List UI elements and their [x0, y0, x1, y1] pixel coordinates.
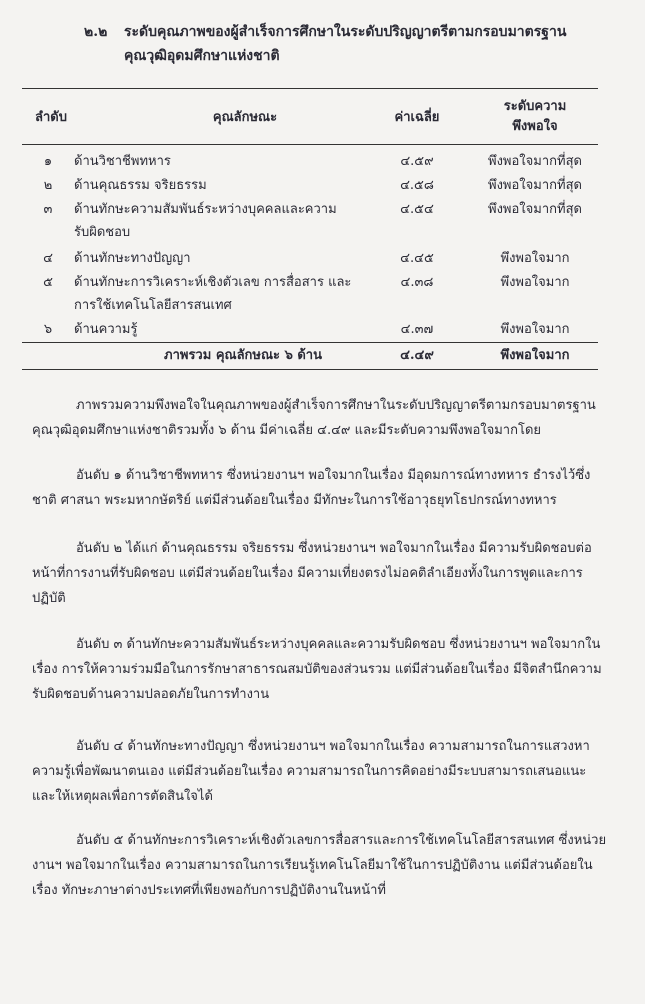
row-characteristic: ด้านวิชาชีพทหาร: [74, 154, 171, 169]
header-order: ลำดับ: [35, 110, 67, 125]
header-mean: ค่าเฉลี่ย: [394, 110, 440, 125]
section-title-line1: ระดับคุณภาพของผู้สำเร็จการศึกษาในระดับปริญญาตรีตามกรอบมาตรฐาน: [124, 24, 567, 40]
row-characteristic: ด้านคุณธรรม จริยธรรม: [74, 178, 207, 193]
total-level: พึงพอใจมาก: [500, 348, 570, 363]
row-characteristic: [74, 198, 364, 244]
paragraph-rank-2: อันดับ ๒ ได้แก่ ด้านคุณธรรม จริยธรรม ซึ่งหน่วยงานฯ พอใจมากในเรื่อง มีความรับผิดชอบต่อหน้าที่การงานที่รับผิดชอบ แต่มีส่วนด้อยในเรื่อง มีความเที่ยงตรงไม่อคติลำเอียงทั้งในการพูดและการปฏิบัติ: [32, 541, 592, 606]
row-level: พึงพอใจมาก: [500, 251, 570, 266]
row-order: ๖: [43, 322, 53, 337]
row-characteristic-line1: ด้านทักษะความสัมพันธ์ระหว่างบุคคลและความ: [74, 202, 337, 217]
section-title-line2: คุณวุฒิอุดมศึกษาแห่งชาติ: [124, 48, 280, 64]
header-level: [470, 97, 600, 137]
paragraph-rank-4: อันดับ ๔ ด้านทักษะทางปัญญา ซึ่งหน่วยงานฯ พอใจมากในเรื่อง ความสามารถในการแสวงหาความรู้เพื่อพัฒนาตนเอง แต่มีส่วนด้อยในเรื่อง ความสามารถในการคิดอย่างมีระบบสามารถเสนอแนะและให้เหตุผลเพื่อการตัดสินใจได้: [32, 739, 590, 804]
table-bottom-rule: [22, 369, 598, 370]
row-mean: ๔.๔๕: [400, 251, 434, 266]
header-characteristic: คุณลักษณะ: [212, 110, 278, 125]
header-level-line2: พึงพอใจ: [512, 119, 558, 134]
table-top-rule: [22, 88, 598, 89]
row-characteristic: [74, 271, 364, 317]
row-level: พึงพอใจมาก: [500, 322, 570, 337]
table-header-rule: [22, 144, 598, 145]
row-level: พึงพอใจมากที่สุด: [488, 154, 582, 169]
row-mean: ๔.๕๔: [400, 202, 434, 217]
total-label: ภาพรวม คุณลักษณะ ๖ ด้าน: [164, 348, 322, 363]
row-order: ๒: [43, 178, 53, 193]
section-number: ๒.๒: [84, 24, 108, 40]
header-level-line1: ระดับความ: [503, 99, 567, 114]
row-characteristic-line2: การใช้เทคโนโลยีสารสนเทศ: [74, 298, 232, 313]
row-order: ๓: [43, 202, 53, 217]
row-characteristic: ด้านความรู้: [74, 322, 138, 337]
row-level: พึงพอใจมากที่สุด: [488, 202, 582, 217]
paragraph-rank-3: อันดับ ๓ ด้านทักษะความสัมพันธ์ระหว่างบุคคลและความรับผิดชอบ ซึ่งหน่วยงานฯ พอใจมากในเรื่อง การให้ความร่วมมือในการรักษาสาธารณสมบัติของส่วนรวม แต่มีส่วนด้อยในเรื่อง มีจิตสำนึกความรับผิดชอบด้านความปลอดภัยในการทำงาน: [32, 637, 602, 702]
row-characteristic: ด้านทักษะทางปัญญา: [74, 251, 191, 266]
row-order: ๕: [43, 275, 53, 290]
row-mean: ๔.๓๗: [400, 322, 434, 337]
row-mean: ๔.๓๘: [400, 275, 434, 290]
section-heading: [84, 20, 614, 68]
row-characteristic-line1: ด้านทักษะการวิเคราะห์เชิงตัวเลข การสื่อสาร และ: [74, 275, 352, 290]
paragraph-rank-1: อันดับ ๑ ด้านวิชาชีพทหาร ซึ่งหน่วยงานฯ พอใจมากในเรื่อง มีอุดมการณ์ทางทหาร ธำรงไว้ซึ่งชาติ ศาสนา พระมหากษัตริย์ แต่มีส่วนด้อยในเรื่อง มีทักษะในการใช้อาวุธยุทโธปกรณ์ทางทหาร: [32, 468, 591, 508]
table-total-rule: [22, 342, 598, 343]
row-mean: ๔.๕๘: [400, 178, 434, 193]
paragraph-rank-5: อันดับ ๕ ด้านทักษะการวิเคราะห์เชิงตัวเลขการสื่อสารและการใช้เทคโนโลยีสารสนเทศ ซึ่งหน่วยงานฯ พอใจมากในเรื่อง ความสามารถในการเรียนรู้เทคโนโลยีมาใช้ในการปฏิบัติงาน แต่มีส่วนด้อยในเรื่อง ทักษะภาษาต่างประเทศที่เพียงพอกับการปฏิบัติงานในหน้าที่: [32, 833, 607, 898]
row-mean: ๔.๕๙: [400, 154, 434, 169]
row-order: ๑: [43, 154, 53, 169]
total-mean: ๔.๔๙: [400, 348, 434, 363]
row-order: ๔: [43, 251, 53, 266]
row-level: พึงพอใจมาก: [500, 275, 570, 290]
paragraph-summary: ภาพรวมความพึงพอใจในคุณภาพของผู้สำเร็จการศึกษาในระดับปริญญาตรีตามกรอบมาตรฐานคุณวุฒิอุดมศึกษาแห่งชาติรวมทั้ง ๖ ด้าน มีค่าเฉลี่ย ๔.๔๙ และมีระดับความพึงพอใจมากโดย: [32, 398, 596, 438]
row-level: พึงพอใจมากที่สุด: [488, 178, 582, 193]
row-characteristic-line2: รับผิดชอบ: [74, 225, 131, 240]
